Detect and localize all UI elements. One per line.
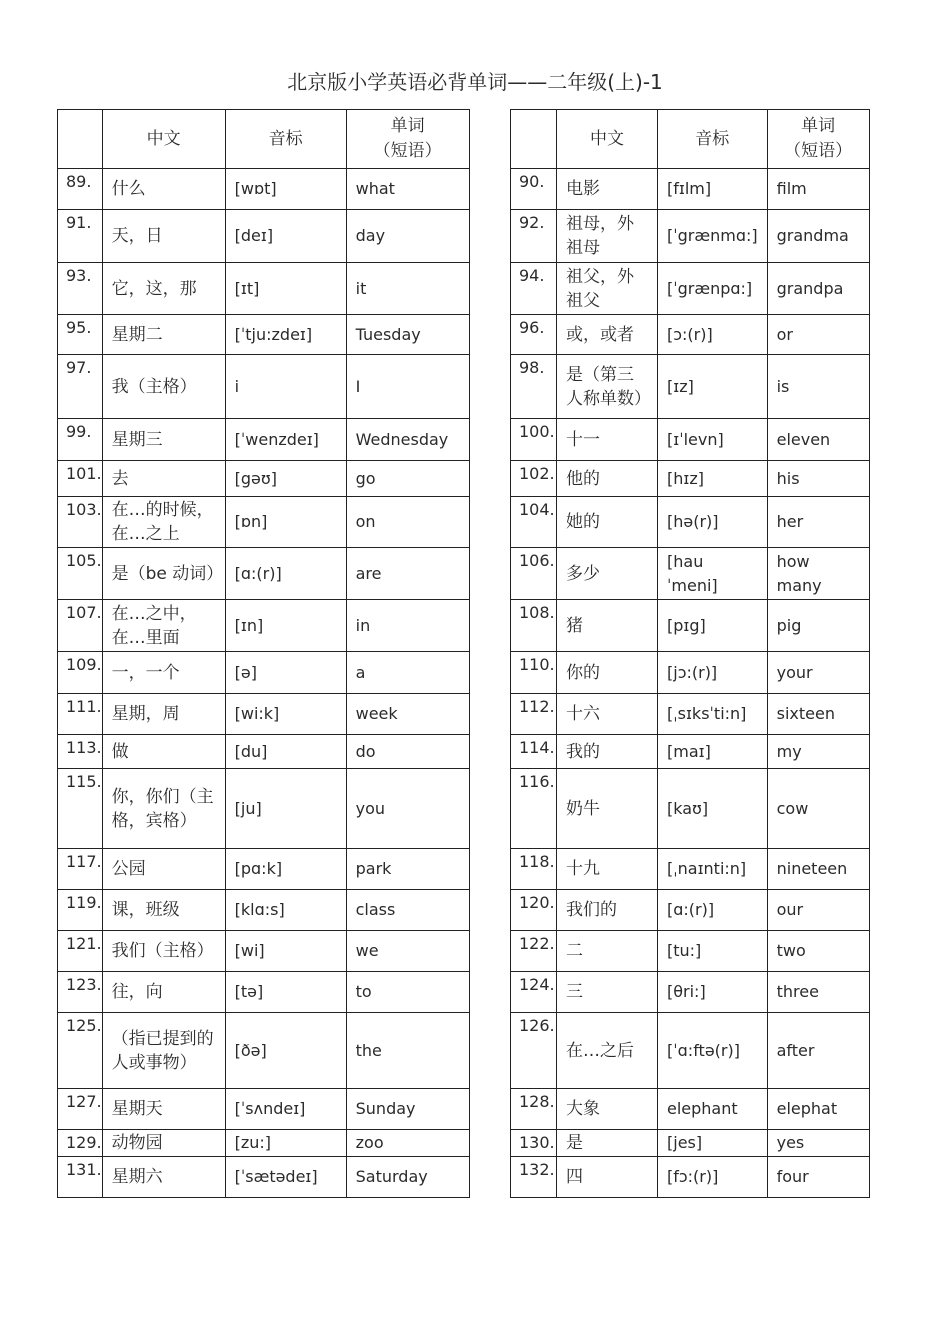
- phonetic-cell: [deɪ]: [225, 210, 346, 263]
- table-row: [58, 169, 470, 210]
- chinese-meaning: 多少: [557, 548, 658, 600]
- phonetic-cell: [ə]: [225, 652, 346, 694]
- english-word: in: [346, 600, 469, 652]
- row-number: 128.: [511, 1089, 557, 1130]
- row-number: 116.: [511, 769, 557, 849]
- english-word: how many: [767, 548, 869, 600]
- english-word: day: [346, 210, 469, 263]
- row-number: 110.: [511, 652, 557, 694]
- row-number: 94.: [511, 263, 557, 315]
- row-number: 117.: [58, 849, 103, 890]
- phonetic-cell: [ðə]: [225, 1013, 346, 1089]
- phonetic-cell: [ɪt]: [225, 263, 346, 315]
- row-number: 131.: [58, 1157, 103, 1198]
- row-number: 90.: [511, 169, 557, 210]
- phonetic-cell: [ɪn]: [225, 600, 346, 652]
- row-number: 108.: [511, 600, 557, 652]
- phonetic-cell: [zu:]: [225, 1130, 346, 1157]
- english-word: her: [767, 497, 869, 548]
- english-word: week: [346, 694, 469, 735]
- table-row: [58, 461, 470, 497]
- phonetic-cell: [fɪlm]: [658, 169, 768, 210]
- english-word: Saturday: [346, 1157, 469, 1198]
- phonetic-cell: [ju]: [225, 769, 346, 849]
- row-number: 112.: [511, 694, 557, 735]
- phonetic-cell: [kaʊ]: [658, 769, 768, 849]
- phonetic-cell: [ˈsʌndeɪ]: [225, 1089, 346, 1130]
- phonetic-cell: [tə]: [225, 972, 346, 1013]
- table-row: [58, 849, 470, 890]
- table-row: [511, 972, 870, 1013]
- chinese-meaning: 十九: [557, 849, 658, 890]
- chinese-meaning: 四: [557, 1157, 658, 1198]
- phonetic-cell: [ˌsɪksˈti:n]: [658, 694, 768, 735]
- chinese-meaning: 去: [102, 461, 225, 497]
- english-word: your: [767, 652, 869, 694]
- header-word-label: 单词: [801, 116, 836, 136]
- row-number: 130.: [511, 1130, 557, 1157]
- english-word: we: [346, 931, 469, 972]
- header-phrase-label: （短语）: [373, 141, 442, 161]
- table-row: [511, 1013, 870, 1089]
- english-word: do: [346, 735, 469, 769]
- phonetic-cell: [hau ˈmeni]: [658, 548, 768, 600]
- english-word: Sunday: [346, 1089, 469, 1130]
- phonetic-cell: [ɔ:(r)]: [658, 315, 768, 355]
- english-word: sixteen: [767, 694, 869, 735]
- chinese-meaning: 是: [557, 1130, 658, 1157]
- english-word: eleven: [767, 419, 869, 461]
- phonetic-cell: [wi:k]: [225, 694, 346, 735]
- table-row: [511, 315, 870, 355]
- phonetic-cell: [ɑ:(r)]: [225, 548, 346, 600]
- phonetic-cell: [wi]: [225, 931, 346, 972]
- phonetic-cell: [du]: [225, 735, 346, 769]
- table-row: [511, 890, 870, 931]
- row-number: 89.: [58, 169, 103, 210]
- phonetic-cell: [ˈsætədeɪ]: [225, 1157, 346, 1198]
- phonetic-cell: [tu:]: [658, 931, 768, 972]
- english-word: Tuesday: [346, 315, 469, 355]
- phonetic-cell: [pɑ:k]: [225, 849, 346, 890]
- table-row: [511, 849, 870, 890]
- row-number: 120.: [511, 890, 557, 931]
- row-number: 93.: [58, 263, 103, 315]
- chinese-meaning: 三: [557, 972, 658, 1013]
- chinese-meaning: 在…之后: [557, 1013, 658, 1089]
- table-row: [58, 315, 470, 355]
- table-row: [511, 461, 870, 497]
- table-header-row: [58, 110, 470, 169]
- row-number: 114.: [511, 735, 557, 769]
- row-number: 115.: [58, 769, 103, 849]
- chinese-meaning: 在…的时候，在…之上: [102, 497, 225, 548]
- chinese-meaning: 奶牛: [557, 769, 658, 849]
- english-word: my: [767, 735, 869, 769]
- phonetic-cell: [ɪˈlevn]: [658, 419, 768, 461]
- header-word: [346, 110, 469, 169]
- english-word: four: [767, 1157, 869, 1198]
- vocab-table-left: [57, 109, 470, 1198]
- table-row: [511, 263, 870, 315]
- vocab-table-right: [510, 109, 870, 1198]
- header-chinese: 中文: [557, 110, 658, 169]
- table-row: [58, 355, 470, 419]
- chinese-meaning: 你，你们（主格，宾格）: [102, 769, 225, 849]
- row-number: 118.: [511, 849, 557, 890]
- row-number: 124.: [511, 972, 557, 1013]
- table-row: [58, 263, 470, 315]
- phonetic-cell: [θri:]: [658, 972, 768, 1013]
- table-row: [58, 1130, 470, 1157]
- english-word: go: [346, 461, 469, 497]
- phonetic-cell: [hɪz]: [658, 461, 768, 497]
- table-row: [511, 169, 870, 210]
- chinese-meaning: 是（be 动词）: [102, 548, 225, 600]
- chinese-meaning: （指已提到的人或事物）: [102, 1013, 225, 1089]
- row-number: 119.: [58, 890, 103, 931]
- table-row: [511, 210, 870, 263]
- row-number: 106.: [511, 548, 557, 600]
- table-row: [511, 1089, 870, 1130]
- chinese-meaning: 一，一个: [102, 652, 225, 694]
- english-word: or: [767, 315, 869, 355]
- phonetic-cell: [ˌnaɪnti:n]: [658, 849, 768, 890]
- english-word: the: [346, 1013, 469, 1089]
- phonetic-cell: [ɒn]: [225, 497, 346, 548]
- chinese-meaning: 往，向: [102, 972, 225, 1013]
- english-word: it: [346, 263, 469, 315]
- english-word: cow: [767, 769, 869, 849]
- chinese-meaning: 他的: [557, 461, 658, 497]
- header-number: [511, 110, 557, 169]
- header-phrase-label: （短语）: [784, 141, 853, 161]
- phonetic-cell: [ˈwenzdeɪ]: [225, 419, 346, 461]
- english-word: I: [346, 355, 469, 419]
- chinese-meaning: 天，日: [102, 210, 225, 263]
- chinese-meaning: 我的: [557, 735, 658, 769]
- english-word: yes: [767, 1130, 869, 1157]
- phonetic-cell: [wɒt]: [225, 169, 346, 210]
- table-row: [58, 1089, 470, 1130]
- table-row: [58, 972, 470, 1013]
- table-row: [511, 1157, 870, 1198]
- chinese-meaning: 星期，周: [102, 694, 225, 735]
- chinese-meaning: 或，或者: [557, 315, 658, 355]
- english-word: zoo: [346, 1130, 469, 1157]
- chinese-meaning: 动物园: [102, 1130, 225, 1157]
- chinese-meaning: 星期二: [102, 315, 225, 355]
- table-row: [58, 1013, 470, 1089]
- table-row: [58, 548, 470, 600]
- english-word: park: [346, 849, 469, 890]
- table-row: [511, 1130, 870, 1157]
- english-word: our: [767, 890, 869, 931]
- chinese-meaning: 做: [102, 735, 225, 769]
- chinese-meaning: 在…之中，在…里面: [102, 600, 225, 652]
- english-word: after: [767, 1013, 869, 1089]
- table-row: [511, 419, 870, 461]
- row-number: 100.: [511, 419, 557, 461]
- chinese-meaning: 十一: [557, 419, 658, 461]
- english-word: what: [346, 169, 469, 210]
- row-number: 125.: [58, 1013, 103, 1089]
- english-word: nineteen: [767, 849, 869, 890]
- chinese-meaning: 祖母，外祖母: [557, 210, 658, 263]
- row-number: 127.: [58, 1089, 103, 1130]
- row-number: 103.: [58, 497, 103, 548]
- table-row: [58, 419, 470, 461]
- english-word: three: [767, 972, 869, 1013]
- table-row: [511, 600, 870, 652]
- row-number: 102.: [511, 461, 557, 497]
- table-row: [58, 769, 470, 849]
- chinese-meaning: 星期天: [102, 1089, 225, 1130]
- row-number: 97.: [58, 355, 103, 419]
- phonetic-cell: [jes]: [658, 1130, 768, 1157]
- row-number: 104.: [511, 497, 557, 548]
- row-number: 129.: [58, 1130, 103, 1157]
- phonetic-cell: [hə(r)]: [658, 497, 768, 548]
- english-word: two: [767, 931, 869, 972]
- table-row: [58, 497, 470, 548]
- table-row: [58, 600, 470, 652]
- table-row: [511, 497, 870, 548]
- chinese-meaning: 祖父，外祖父: [557, 263, 658, 315]
- chinese-meaning: 十六: [557, 694, 658, 735]
- chinese-meaning: 公园: [102, 849, 225, 890]
- table-row: [511, 652, 870, 694]
- header-word-label: 单词: [390, 116, 425, 136]
- phonetic-cell: [klɑ:s]: [225, 890, 346, 931]
- table-row: [58, 210, 470, 263]
- chinese-meaning: 她的: [557, 497, 658, 548]
- phonetic-cell: [gəʊ]: [225, 461, 346, 497]
- table-row: [58, 931, 470, 972]
- english-word: is: [767, 355, 869, 419]
- phonetic-cell: [pɪg]: [658, 600, 768, 652]
- row-number: 98.: [511, 355, 557, 419]
- english-word: on: [346, 497, 469, 548]
- header-number: [58, 110, 103, 169]
- row-number: 91.: [58, 210, 103, 263]
- table-row: [511, 355, 870, 419]
- phonetic-cell: i: [225, 355, 346, 419]
- table-row: [511, 769, 870, 849]
- right-table-body: [511, 169, 870, 1198]
- table-row: [58, 652, 470, 694]
- phonetic-cell: [jɔ:(r)]: [658, 652, 768, 694]
- english-word: film: [767, 169, 869, 210]
- chinese-meaning: 星期六: [102, 1157, 225, 1198]
- left-table-body: [58, 169, 470, 1198]
- chinese-meaning: 猪: [557, 600, 658, 652]
- table-header-row: [511, 110, 870, 169]
- chinese-meaning: 我们的: [557, 890, 658, 931]
- chinese-meaning: 课，班级: [102, 890, 225, 931]
- row-number: 105.: [58, 548, 103, 600]
- english-word: are: [346, 548, 469, 600]
- phonetic-cell: [ˈtju:zdeɪ]: [225, 315, 346, 355]
- row-number: 107.: [58, 600, 103, 652]
- english-word: to: [346, 972, 469, 1013]
- table-row: [58, 1157, 470, 1198]
- chinese-meaning: 二: [557, 931, 658, 972]
- phonetic-cell: [maɪ]: [658, 735, 768, 769]
- header-chinese: 中文: [102, 110, 225, 169]
- english-word: Wednesday: [346, 419, 469, 461]
- row-number: 121.: [58, 931, 103, 972]
- row-number: 109.: [58, 652, 103, 694]
- phonetic-cell: [fɔ:(r)]: [658, 1157, 768, 1198]
- phonetic-cell: [ɪz]: [658, 355, 768, 419]
- table-row: [511, 931, 870, 972]
- table-row: [511, 735, 870, 769]
- english-word: pig: [767, 600, 869, 652]
- english-word: a: [346, 652, 469, 694]
- phonetic-cell: [ˈɑ:ftə(r)]: [658, 1013, 768, 1089]
- chinese-meaning: 我们（主格）: [102, 931, 225, 972]
- row-number: 99.: [58, 419, 103, 461]
- phonetic-cell: [ɑ:(r)]: [658, 890, 768, 931]
- row-number: 96.: [511, 315, 557, 355]
- phonetic-cell: [ˈgrænpɑ:]: [658, 263, 768, 315]
- english-word: his: [767, 461, 869, 497]
- chinese-meaning: 是（第三人称单数）: [557, 355, 658, 419]
- table-row: [511, 548, 870, 600]
- row-number: 122.: [511, 931, 557, 972]
- chinese-meaning: 它，这，那: [102, 263, 225, 315]
- english-word: grandpa: [767, 263, 869, 315]
- header-word: [767, 110, 869, 169]
- header-phonetic: 音标: [225, 110, 346, 169]
- row-number: 101.: [58, 461, 103, 497]
- table-row: [511, 694, 870, 735]
- phonetic-cell: elephant: [658, 1089, 768, 1130]
- chinese-meaning: 什么: [102, 169, 225, 210]
- table-row: [58, 735, 470, 769]
- chinese-meaning: 我（主格）: [102, 355, 225, 419]
- chinese-meaning: 你的: [557, 652, 658, 694]
- row-number: 123.: [58, 972, 103, 1013]
- row-number: 111.: [58, 694, 103, 735]
- row-number: 92.: [511, 210, 557, 263]
- row-number: 95.: [58, 315, 103, 355]
- chinese-meaning: 星期三: [102, 419, 225, 461]
- table-row: [58, 694, 470, 735]
- row-number: 126.: [511, 1013, 557, 1089]
- page-title: 北京版小学英语必背单词——二年级(上)-1: [287, 70, 663, 94]
- english-word: you: [346, 769, 469, 849]
- chinese-meaning: 大象: [557, 1089, 658, 1130]
- english-word: elephat: [767, 1089, 869, 1130]
- header-phonetic: 音标: [658, 110, 768, 169]
- row-number: 113.: [58, 735, 103, 769]
- english-word: grandma: [767, 210, 869, 263]
- chinese-meaning: 电影: [557, 169, 658, 210]
- table-row: [58, 890, 470, 931]
- row-number: 132.: [511, 1157, 557, 1198]
- english-word: class: [346, 890, 469, 931]
- phonetic-cell: [ˈgrænmɑ:]: [658, 210, 768, 263]
